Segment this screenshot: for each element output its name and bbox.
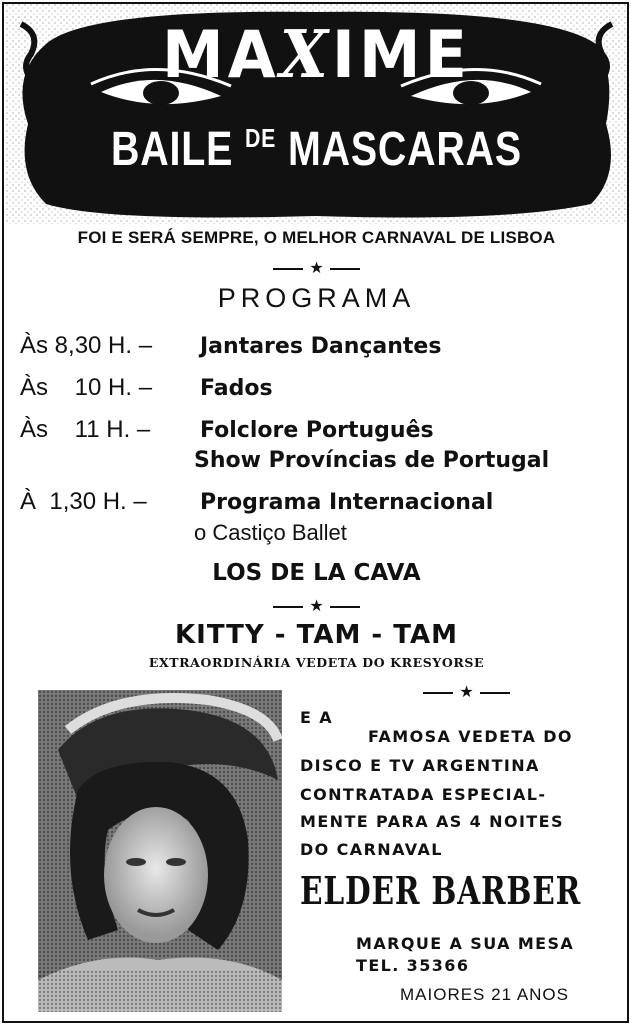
separator: ★ xyxy=(0,596,633,615)
schedule-event: Folclore Português xyxy=(200,418,434,443)
ballet-line: o Castiço Ballet xyxy=(194,520,347,545)
tagline: FOI E SERÁ SEMPRE, O MELHOR CARNAVAL DE LISBOA xyxy=(77,228,556,247)
performer-photo xyxy=(38,690,282,1012)
schedule-event: Jantares Dançantes xyxy=(200,334,442,359)
schedule-row xyxy=(20,488,493,516)
right-text-line: DISCO E TV ARGENTINA xyxy=(300,756,540,775)
banner xyxy=(6,4,627,224)
tel-line: TEL. 35366 xyxy=(356,956,470,975)
programa-heading: PROGRAMA xyxy=(217,283,416,313)
los-de-la-cava: LOS DE LA CAVA xyxy=(212,560,421,586)
performer-name: ELDER BARBER xyxy=(300,868,582,913)
schedule-time: À 1,30 H. – xyxy=(20,488,147,515)
banner-title: MAXIME xyxy=(162,16,471,93)
schedule-time: Às 11 H. – xyxy=(20,416,151,443)
schedule-event-extra: Show Províncias de Portugal xyxy=(194,448,550,473)
separator: ★ xyxy=(150,682,633,701)
right-text-line: DO CARNAVAL xyxy=(300,840,443,859)
schedule-time: Às 10 H. – xyxy=(20,374,153,401)
right-text-line: CONTRATADA ESPECIAL- xyxy=(300,785,547,804)
banner-subtitle: BAILE $^{DE}$ MASCARAS xyxy=(111,123,522,176)
schedule-event: Fados xyxy=(200,376,273,401)
right-text-line: FAMOSA VEDETA DO xyxy=(368,727,573,746)
schedule-row xyxy=(20,332,441,360)
age-restriction: MAIORES 21 ANOS xyxy=(400,985,569,1004)
schedule-event: Programa Internacional xyxy=(200,490,494,515)
separator: ★ xyxy=(0,258,633,277)
right-text-line: MENTE PARA AS 4 NOITES xyxy=(300,812,564,831)
schedule-row xyxy=(20,374,273,402)
schedule-time: Às 8,30 H. – xyxy=(20,332,153,359)
schedule-row xyxy=(20,416,434,444)
kitty-tam-tam: KITTY - TAM - TAM xyxy=(175,620,458,650)
right-text-ea: E A xyxy=(300,708,334,727)
vedeta-line: EXTRAORDINÁRIA VEDETA DO KRESYORSE xyxy=(148,655,485,670)
reserve-line: MARQUE A SUA MESA xyxy=(356,934,575,953)
